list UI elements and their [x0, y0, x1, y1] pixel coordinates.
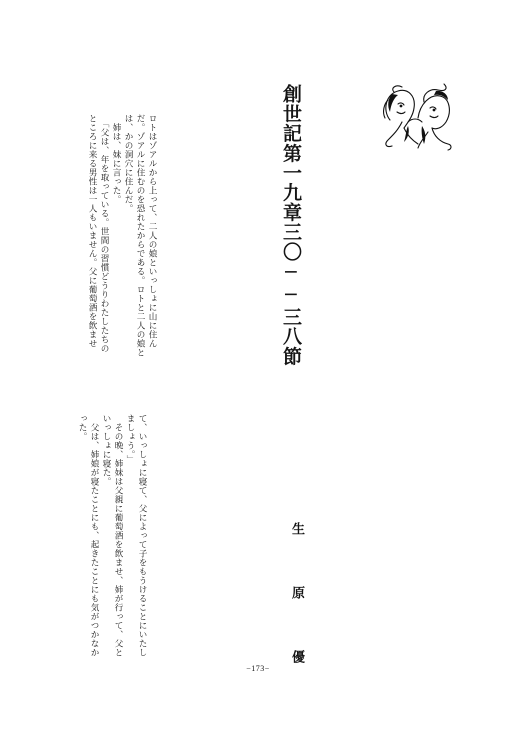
article-title: 創世記第一九章三〇──三八節 [280, 84, 302, 366]
page-number: −173− [246, 664, 270, 673]
body-text-upper: ロトはゾアルから上って、二人の娘といっしょに山に住ん だ。ゾアルに住むのを恐れたからである。ロトと二人の娘と は、かの洞穴に住んだ。 姉は、妹に言った。 「父は、年を取っている。世間の習慣どうりわたしたちの ところに来る男性は一人もいません。父に葡萄酒を飲ませ [87, 114, 157, 357]
body-text-lower: て、いっしょに寝て、父によって子をもうけることにいたし ましょう。」 その晩、姉妹は父親に葡萄酒を飲ませ、姉が行って、父と いっしょに寝た。 父は、姉娘が寝たことにも、起きたことにも気がつかなか った。 [77, 414, 147, 657]
author-name: 生 原 優 [289, 522, 304, 682]
illustration-two-figures [378, 82, 456, 152]
